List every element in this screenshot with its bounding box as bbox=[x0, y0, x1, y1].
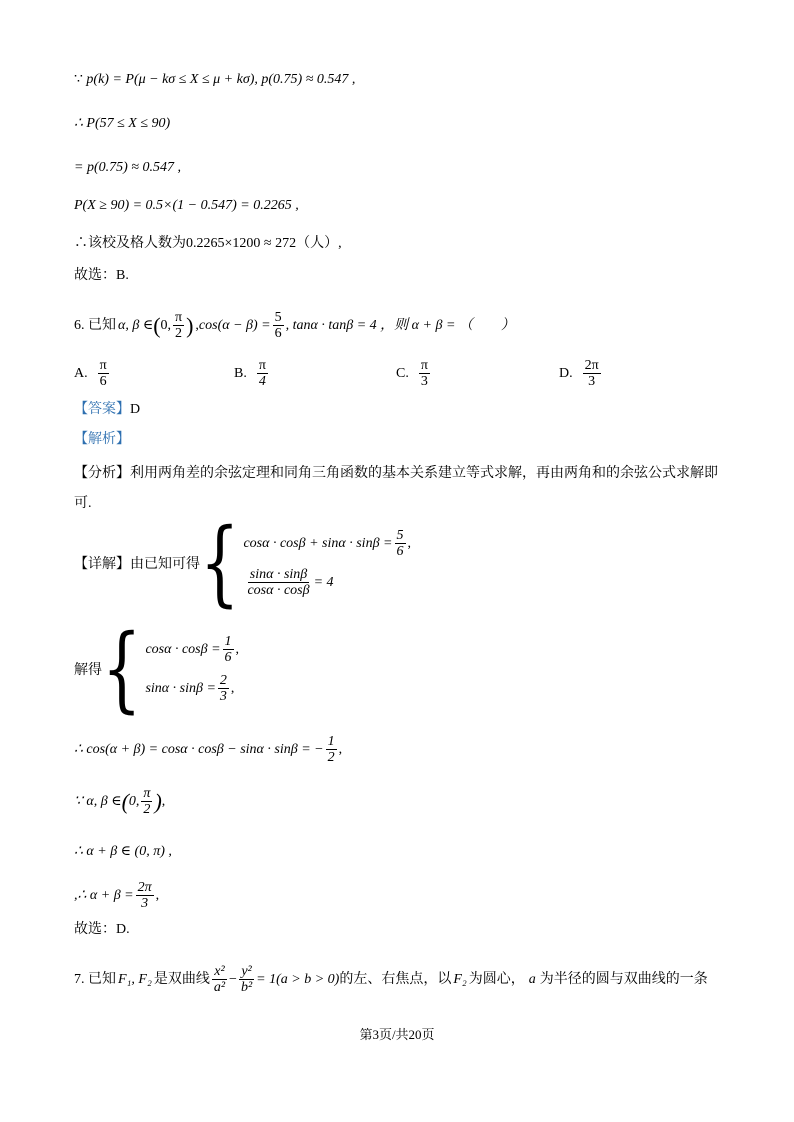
line-choose-d: 故选：D. bbox=[74, 922, 130, 937]
answer-tag: 【答案】 bbox=[74, 402, 130, 417]
line-prob-value: = p(0.75) ≈ 0.547 , bbox=[74, 160, 181, 175]
q6-stem: 6. 已知 α, β ∈ ( 0, $\frac{\pi}{2}$ ) , cos(α − β) = $\frac{5}{6}$ , tanα · tanβ = 4 ，则 α + β = （ ） bbox=[74, 310, 515, 341]
option-a[interactable]: A. $\frac{\pi}{6}$ bbox=[74, 358, 107, 389]
line-probability-def: ∵ p(k) = P(μ − kσ ≤ X ≤ μ + kσ), p(0.75) ≈ 0.547 , bbox=[74, 72, 356, 87]
analysis-text: 【分析】利用两角差的余弦定理和同角三角函数的基本关系建立等式求解，再由两角和的余弦公式求解即 bbox=[74, 466, 718, 481]
line-result: ,∴ α + β = $\frac{2\pi}{3}$ , bbox=[74, 880, 160, 911]
line-range-given: ∵ α, β ∈ ( 0, $\frac{\pi}{2}$ ) , bbox=[74, 786, 166, 817]
line-cos-sum: ∴ cos(α + β) = cosα · cosβ − sinα · sinβ = − $\frac{1}{2}$ , bbox=[74, 734, 343, 765]
answer-value: D bbox=[130, 402, 141, 417]
fraction-pi-over-2: $\frac{\pi}{2}$ bbox=[175, 310, 183, 341]
option-c[interactable]: C. $\frac{\pi}{3}$ bbox=[396, 358, 428, 389]
q7-stem: 7. 已知 F₁, F₂ 是双曲线 $\frac{\text{x²}}{\text{a²}}$ − $\frac{\text{y²}}{\text{b²}}$ = 1(a > b > 0) 的左、右焦点，以 F₂ 为圆心， a 为半径的圆与双曲线的一条 bbox=[74, 964, 708, 995]
line-range-sum: ∴ α + β ∈ (0, π) , bbox=[74, 844, 172, 859]
option-d[interactable]: D. $\frac{2\pi}{3}$ bbox=[559, 358, 599, 389]
line-prob-tail: P(X ≥ 90) = 0.5×(1 − 0.547) = 0.2265 , bbox=[74, 198, 299, 213]
system-given: 【详解】由已知可得 { cosα · cosβ + sinα · sinβ = $\frac{5}{6}$ , $\frac{\sin\alpha \cdot \sin\beta}{\cos\alpha \cdot \cos\beta}$ = 4 bbox=[74, 507, 411, 617]
analysis-text-cont: 可. bbox=[74, 496, 92, 511]
line-prob-interval: ∴ P(57 ≤ X ≤ 90) bbox=[74, 116, 171, 131]
line-pass-count: ∴该校及格人数为0.2265×1200 ≈ 272（人）, bbox=[74, 236, 342, 251]
line-choose-b: 故选：B. bbox=[74, 268, 129, 283]
analysis-tag: 【解析】 bbox=[74, 432, 130, 447]
system-solved: 解得 { cosα · cosβ = $\frac{1}{6}$ , sinα · sinβ = $\frac{2}{3}$ , bbox=[74, 613, 240, 723]
answer-line bbox=[74, 400, 140, 420]
page-footer: 第3页/共20页 bbox=[359, 1027, 435, 1042]
option-b[interactable]: B. $\frac{\pi}{4}$ bbox=[234, 358, 266, 389]
fraction-5-over-6: $\frac{5}{6}$ bbox=[274, 310, 282, 341]
